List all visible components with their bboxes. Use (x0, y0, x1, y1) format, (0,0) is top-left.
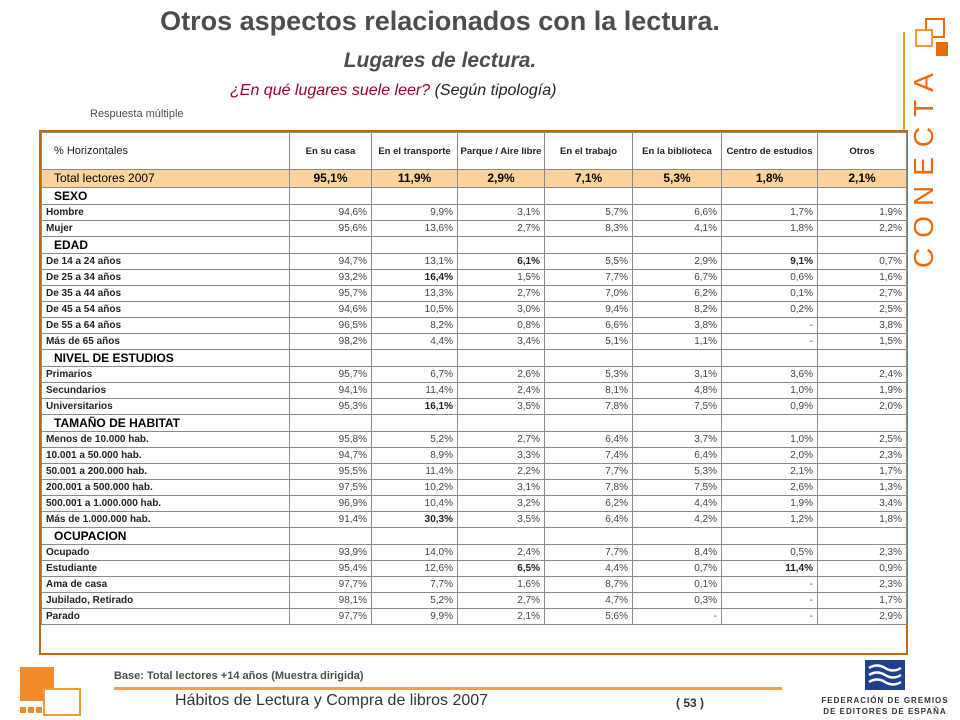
table-cell: 96,5% (290, 318, 372, 334)
row-label: 10.001 a 50.000 hab. (42, 448, 290, 464)
empty-cell (818, 237, 907, 254)
table-cell: 8,1% (545, 383, 633, 399)
row-label: Jubilado, Retirado (42, 593, 290, 609)
table-cell: 93,9% (290, 545, 372, 561)
row-label: De 14 a 24 años (42, 254, 290, 270)
table-cell: 1,0% (722, 383, 818, 399)
empty-cell (722, 237, 818, 254)
table-cell: 5,3% (633, 464, 722, 480)
table-cell: 16,1% (372, 399, 458, 415)
table-cell: 3,2% (458, 496, 545, 512)
empty-cell (372, 188, 458, 205)
table-row (42, 593, 907, 609)
table-header-row (42, 133, 907, 170)
table-cell: 3,1% (458, 205, 545, 221)
table-cell: 1,7% (818, 593, 907, 609)
table-cell: - (722, 593, 818, 609)
section-header-row (42, 237, 907, 254)
empty-cell (372, 415, 458, 432)
table-cell: 2,3% (818, 545, 907, 561)
table-cell: 4,1% (633, 221, 722, 237)
table-row (42, 577, 907, 593)
table-cell: 7,8% (545, 480, 633, 496)
table-cell: 2,9% (818, 609, 907, 625)
table-cell: - (633, 609, 722, 625)
empty-cell (545, 237, 633, 254)
table-row (42, 496, 907, 512)
empty-cell (372, 528, 458, 545)
table-cell: 1,5% (818, 334, 907, 350)
table-cell: 3,6% (722, 367, 818, 383)
table-cell: 10,5% (372, 302, 458, 318)
table-row (42, 367, 907, 383)
table-cell: 1,2% (722, 512, 818, 528)
federacion-line-2: DE EDITORES DE ESPAÑA (823, 707, 947, 716)
table-row (42, 318, 907, 334)
empty-cell (818, 528, 907, 545)
empty-cell (458, 350, 545, 367)
table-cell: 9,1% (722, 254, 818, 270)
table-cell: - (722, 577, 818, 593)
table-cell: 1,5% (458, 270, 545, 286)
table-cell: 95,7% (290, 367, 372, 383)
table-cell: 1,7% (722, 205, 818, 221)
table-cell: 1,9% (818, 383, 907, 399)
table-cell: 95,1% (290, 170, 372, 188)
empty-cell (545, 188, 633, 205)
table-cell: 30,3% (372, 512, 458, 528)
section-header-row (42, 188, 907, 205)
table-cell: 4,4% (545, 561, 633, 577)
table-cell: 10,2% (372, 480, 458, 496)
section-header-row (42, 415, 907, 432)
empty-cell (290, 350, 372, 367)
table-row (42, 205, 907, 221)
table-cell: 6,6% (633, 205, 722, 221)
row-label: Total lectores 2007 (42, 170, 290, 188)
page-title: Otros aspectos relacionados con la lectura. (160, 6, 720, 36)
empty-cell (372, 237, 458, 254)
row-label: De 35 a 44 años (42, 286, 290, 302)
table-cell: 94,7% (290, 254, 372, 270)
table-cell: 95,5% (290, 464, 372, 480)
table-cell: - (722, 334, 818, 350)
corner-label: % Horizontales (42, 133, 290, 170)
question-qualifier: (Según tipología) (434, 82, 557, 99)
empty-cell (290, 237, 372, 254)
section-title: NIVEL DE ESTUDIOS (42, 350, 290, 367)
section-title: OCUPACION (42, 528, 290, 545)
question (230, 82, 556, 100)
row-label: Mujer (42, 221, 290, 237)
empty-cell (818, 415, 907, 432)
table-row (42, 286, 907, 302)
table-cell: 2,4% (458, 545, 545, 561)
table-cell: 3,8% (633, 318, 722, 334)
row-label: Más de 65 años (42, 334, 290, 350)
table-cell: 2,3% (818, 448, 907, 464)
table-cell: 0,9% (722, 399, 818, 415)
row-label: De 25 a 34 años (42, 270, 290, 286)
table-cell: 6,7% (372, 367, 458, 383)
table-cell: 1,0% (722, 432, 818, 448)
row-label: Secundarios (42, 383, 290, 399)
table-cell: 95,4% (290, 561, 372, 577)
table-cell: 1,6% (818, 270, 907, 286)
table-row (42, 221, 907, 237)
empty-cell (722, 415, 818, 432)
row-label: De 55 a 64 años (42, 318, 290, 334)
row-label: 500.001 a 1.000.000 hab. (42, 496, 290, 512)
table-cell: 11,4% (722, 561, 818, 577)
table-row (42, 512, 907, 528)
table-cell: 5,3% (545, 367, 633, 383)
table-cell: 4,7% (545, 593, 633, 609)
table-cell: 9,4% (545, 302, 633, 318)
table-cell: 1,7% (818, 464, 907, 480)
table-cell: 6,2% (633, 286, 722, 302)
table-cell: 1,8% (722, 170, 818, 188)
empty-cell (458, 528, 545, 545)
table-cell: 97,7% (290, 609, 372, 625)
table-cell: 8,9% (372, 448, 458, 464)
table-cell: 5,1% (545, 334, 633, 350)
row-label: Estudiante (42, 561, 290, 577)
table-cell: 2,9% (633, 254, 722, 270)
empty-cell (722, 528, 818, 545)
column-header: Parque / Aire libre (458, 133, 545, 170)
table-cell: 6,4% (545, 512, 633, 528)
table-cell: 94,6% (290, 302, 372, 318)
table-cell: 2,0% (818, 399, 907, 415)
table-cell: 2,0% (722, 448, 818, 464)
table-cell: 6,4% (545, 432, 633, 448)
table-cell: 4,8% (633, 383, 722, 399)
table-cell: 2,9% (458, 170, 545, 188)
empty-cell (633, 528, 722, 545)
question-text: ¿En qué lugares suele leer? (230, 82, 431, 99)
table-cell: - (722, 609, 818, 625)
federacion-line-1: FEDERACIÓN DE GREMIOS (821, 696, 949, 705)
table-cell: 2,5% (818, 432, 907, 448)
table-cell: 3,4% (818, 496, 907, 512)
table-cell: 5,2% (372, 432, 458, 448)
table-cell: 91,4% (290, 512, 372, 528)
table-cell: 1,9% (722, 496, 818, 512)
row-label: Parado (42, 609, 290, 625)
empty-cell (633, 188, 722, 205)
table-row (42, 334, 907, 350)
table-cell: 2,2% (458, 464, 545, 480)
empty-cell (458, 415, 545, 432)
table-row (42, 561, 907, 577)
table-cell: 2,4% (458, 383, 545, 399)
table-cell: 2,7% (458, 593, 545, 609)
data-table-frame (39, 130, 908, 655)
column-header: En su casa (290, 133, 372, 170)
page-subtitle: Lugares de lectura. (343, 49, 537, 72)
conecta-logo-squares-icon (912, 18, 952, 68)
table-cell: 8,4% (633, 545, 722, 561)
table-row (42, 399, 907, 415)
table-cell: 0,7% (633, 561, 722, 577)
table-cell: 2,1% (458, 609, 545, 625)
row-label: 50.001 a 200.000 hab. (42, 464, 290, 480)
empty-cell (633, 237, 722, 254)
table-cell: 10,4% (372, 496, 458, 512)
empty-cell (545, 350, 633, 367)
table-cell: 3,3% (458, 448, 545, 464)
empty-cell (545, 415, 633, 432)
table-cell: 12,6% (372, 561, 458, 577)
table-cell: 11,4% (372, 383, 458, 399)
table-cell: 2,7% (458, 286, 545, 302)
table-row (42, 432, 907, 448)
table-cell: 8,2% (633, 302, 722, 318)
section-header-row (42, 350, 907, 367)
table-cell: 13,1% (372, 254, 458, 270)
table-cell: 9,9% (372, 609, 458, 625)
table-cell: 94,1% (290, 383, 372, 399)
table-cell: 94,7% (290, 448, 372, 464)
row-label: Primarios (42, 367, 290, 383)
table-cell: 2,7% (458, 221, 545, 237)
table-cell: 93,2% (290, 270, 372, 286)
table-cell: 5,5% (545, 254, 633, 270)
footer-divider (114, 687, 782, 690)
table-cell: 95,6% (290, 221, 372, 237)
row-label: 200.001 a 500.000 hab. (42, 480, 290, 496)
table-cell: 14,0% (372, 545, 458, 561)
table-cell: 2,4% (818, 367, 907, 383)
empty-cell (458, 237, 545, 254)
table-cell: 1,8% (818, 512, 907, 528)
table-cell: 0,7% (818, 254, 907, 270)
table-cell: 97,5% (290, 480, 372, 496)
table-cell: 2,2% (818, 221, 907, 237)
reading-places-table (41, 132, 907, 625)
table-cell: 4,4% (633, 496, 722, 512)
column-header: En la biblioteca (633, 133, 722, 170)
row-label: De 45 a 54 años (42, 302, 290, 318)
table-cell: 2,7% (458, 432, 545, 448)
table-cell: 5,6% (545, 609, 633, 625)
table-cell: 1,1% (633, 334, 722, 350)
table-cell: 6,4% (633, 448, 722, 464)
table-cell: 3,5% (458, 512, 545, 528)
table-cell: 2,6% (722, 480, 818, 496)
table-cell: 1,9% (818, 205, 907, 221)
table-cell: 1,8% (722, 221, 818, 237)
table-cell: 7,7% (545, 464, 633, 480)
table-cell: 2,5% (818, 302, 907, 318)
table-cell: 3,7% (633, 432, 722, 448)
empty-cell (633, 415, 722, 432)
table-cell: 7,7% (372, 577, 458, 593)
empty-cell (290, 528, 372, 545)
conecta-logo: CONECTA (908, 63, 939, 268)
table-cell: 97,7% (290, 577, 372, 593)
table-row (42, 302, 907, 318)
section-title: SEXO (42, 188, 290, 205)
table-cell: 16,4% (372, 270, 458, 286)
footer-logo-squares-icon (18, 665, 88, 720)
table-cell: 3,4% (458, 334, 545, 350)
table-cell: 7,4% (545, 448, 633, 464)
column-header: Centro de estudios (722, 133, 818, 170)
table-cell: 0,2% (722, 302, 818, 318)
table-row (42, 609, 907, 625)
table-cell: 7,1% (545, 170, 633, 188)
table-cell: 4,4% (372, 334, 458, 350)
table-cell: 7,7% (545, 270, 633, 286)
row-label: Más de 1.000.000 hab. (42, 512, 290, 528)
table-row (42, 464, 907, 480)
table-cell: 9,9% (372, 205, 458, 221)
column-header: En el trabajo (545, 133, 633, 170)
section-header-row (42, 528, 907, 545)
table-cell: 5,7% (545, 205, 633, 221)
row-label: Menos de 10.000 hab. (42, 432, 290, 448)
table-cell: 0,3% (633, 593, 722, 609)
table-cell: 11,9% (372, 170, 458, 188)
table-cell: 98,2% (290, 334, 372, 350)
table-cell: 2,3% (818, 577, 907, 593)
table-cell: 3,1% (458, 480, 545, 496)
table-cell: 7,5% (633, 399, 722, 415)
table-cell: 8,7% (545, 577, 633, 593)
table-cell: 3,0% (458, 302, 545, 318)
table-cell: 5,2% (372, 593, 458, 609)
table-cell: 0,6% (722, 270, 818, 286)
table-cell: 4,2% (633, 512, 722, 528)
table-cell: 6,5% (458, 561, 545, 577)
table-cell: 0,1% (722, 286, 818, 302)
table-cell: 95,8% (290, 432, 372, 448)
table-cell: 7,0% (545, 286, 633, 302)
table-cell: 2,1% (722, 464, 818, 480)
table-cell: 1,6% (458, 577, 545, 593)
table-row (42, 270, 907, 286)
table-cell: 5,3% (633, 170, 722, 188)
table-cell: 7,5% (633, 480, 722, 496)
empty-cell (722, 188, 818, 205)
table-cell: 7,7% (545, 545, 633, 561)
table-cell: 8,2% (372, 318, 458, 334)
empty-cell (818, 188, 907, 205)
table-cell: 6,2% (545, 496, 633, 512)
table-cell: 2,7% (818, 286, 907, 302)
table-cell: 98,1% (290, 593, 372, 609)
empty-cell (633, 350, 722, 367)
table-row (42, 480, 907, 496)
empty-cell (372, 350, 458, 367)
column-header: En el transporte (372, 133, 458, 170)
table-cell: 0,1% (633, 577, 722, 593)
table-row (42, 254, 907, 270)
table-cell: 95,3% (290, 399, 372, 415)
row-label: Universitarios (42, 399, 290, 415)
table-cell: 3,5% (458, 399, 545, 415)
footer-title: Hábitos de Lectura y Compra de libros 2007 (175, 692, 489, 709)
row-label: Ama de casa (42, 577, 290, 593)
table-cell: 94,6% (290, 205, 372, 221)
table-cell: 11,4% (372, 464, 458, 480)
total-row (42, 170, 907, 188)
table-cell: - (722, 318, 818, 334)
table-cell: 3,1% (633, 367, 722, 383)
row-label: Ocupado (42, 545, 290, 561)
table-cell: 2,6% (458, 367, 545, 383)
table-row (42, 448, 907, 464)
table-cell: 8,3% (545, 221, 633, 237)
row-label: Hombre (42, 205, 290, 221)
empty-cell (458, 188, 545, 205)
base-note: Base: Total lectores +14 años (Muestra dirigida) (114, 670, 364, 682)
table-row (42, 545, 907, 561)
table-cell: 7,8% (545, 399, 633, 415)
table-cell: 13,6% (372, 221, 458, 237)
table-cell: 0,8% (458, 318, 545, 334)
column-header: Otros (818, 133, 907, 170)
table-row (42, 383, 907, 399)
table-cell: 0,9% (818, 561, 907, 577)
table-cell: 6,1% (458, 254, 545, 270)
empty-cell (290, 188, 372, 205)
table-cell: 0,5% (722, 545, 818, 561)
table-cell: 2,1% (818, 170, 907, 188)
page-number: ( 53 ) (676, 696, 705, 710)
table-cell: 95,7% (290, 286, 372, 302)
table-cell: 6,6% (545, 318, 633, 334)
empty-cell (818, 350, 907, 367)
table-cell: 1,3% (818, 480, 907, 496)
section-title: EDAD (42, 237, 290, 254)
federacion-logo (810, 660, 960, 717)
empty-cell (722, 350, 818, 367)
multiple-response-note: Respuesta múltiple (90, 108, 184, 120)
federacion-emblem-icon (865, 660, 905, 690)
section-title: TAMAÑO DE HABITAT (42, 415, 290, 432)
table-cell: 13,3% (372, 286, 458, 302)
table-cell: 96,9% (290, 496, 372, 512)
table-cell: 6,7% (633, 270, 722, 286)
empty-cell (545, 528, 633, 545)
table-cell: 3,8% (818, 318, 907, 334)
empty-cell (290, 415, 372, 432)
